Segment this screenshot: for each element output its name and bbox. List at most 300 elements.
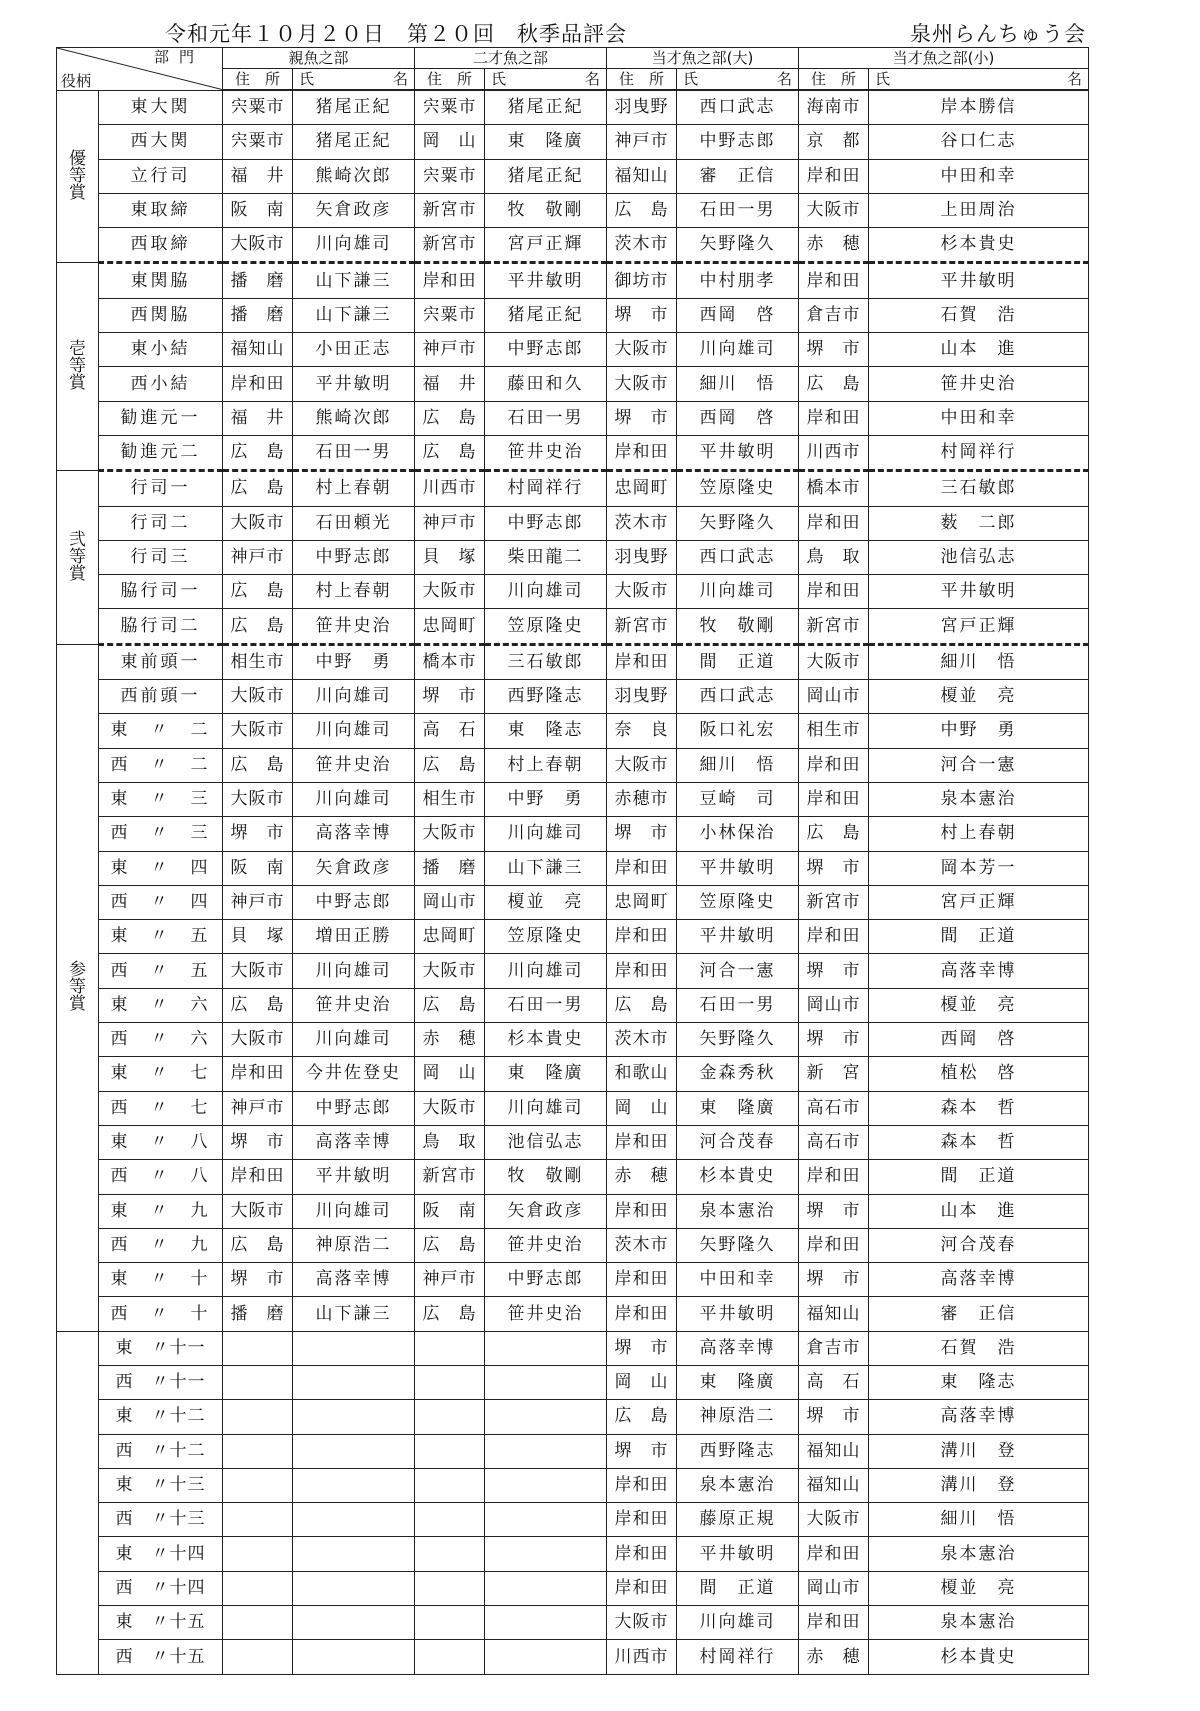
rank-title: 脇行司二: [99, 609, 223, 644]
entrant-name: 東 隆廣: [677, 1091, 799, 1125]
entrant-name: [293, 1400, 415, 1434]
entrant-name: 笹井史治: [293, 748, 415, 782]
entrant-name: 村岡祥行: [485, 471, 607, 506]
rank-title: 東 〃 十: [99, 1263, 223, 1297]
entrant-name: 矢野隆久: [677, 506, 799, 540]
name-subheader-right: 名: [777, 69, 793, 88]
entrant-address: 岸和田: [799, 920, 869, 954]
address-subheader: 住 所: [415, 69, 485, 91]
name-subheader-right: 名: [393, 69, 409, 88]
entrant-name: 川向雄司: [293, 1023, 415, 1057]
entrant-address: 岡 山: [415, 1057, 485, 1091]
result-row: [57, 333, 1089, 367]
entrant-name: 上田周治: [869, 193, 1089, 227]
entrant-name: 笹井史治: [293, 988, 415, 1022]
entrant-address: [415, 1606, 485, 1640]
entrant-name: [485, 1640, 607, 1674]
rank-title: 東小結: [99, 333, 223, 367]
entrant-address: 福 井: [415, 367, 485, 401]
entrant-name: 高落幸博: [869, 1263, 1089, 1297]
rank-title: 西 〃 十: [99, 1297, 223, 1331]
entrant-address: 忠岡町: [415, 920, 485, 954]
entrant-name: 間 正道: [677, 1571, 799, 1605]
entrant-address: 忠岡町: [607, 885, 677, 919]
entrant-address: 海南市: [799, 90, 869, 125]
entrant-address: 堺 市: [799, 1194, 869, 1228]
entrant-address: 岸和田: [799, 263, 869, 298]
entrant-address: 大阪市: [607, 333, 677, 367]
entrant-name: 笠原隆史: [677, 471, 799, 506]
entrant-name: 村上春朝: [293, 471, 415, 506]
award-group-label: [57, 1331, 99, 1674]
document-title: 令和元年１０月２０日 第２０回 秋季品評会: [165, 22, 627, 46]
entrant-address: 岸和田: [607, 1468, 677, 1502]
entrant-address: 福知山: [607, 159, 677, 193]
entrant-address: [415, 1503, 485, 1537]
entrant-address: 大阪市: [223, 714, 293, 748]
result-row: [57, 193, 1089, 227]
entrant-address: 岸和田: [607, 1194, 677, 1228]
entrant-name: 豆崎 司: [677, 782, 799, 816]
entrant-name: 中田和幸: [869, 159, 1089, 193]
entrant-address: 大阪市: [607, 1606, 677, 1640]
entrant-address: 広 島: [415, 748, 485, 782]
entrant-name: 宮戸正輝: [485, 228, 607, 263]
entrant-name: 笠原隆史: [677, 885, 799, 919]
result-row: [57, 228, 1089, 263]
entrant-name: 平井敏明: [677, 920, 799, 954]
name-subheader-left: 氏: [683, 69, 699, 88]
entrant-address: 川西市: [415, 471, 485, 506]
result-row: [57, 1297, 1089, 1331]
result-row: [57, 367, 1089, 401]
entrant-address: 岡 山: [607, 1091, 677, 1125]
entrant-address: 広 島: [415, 1297, 485, 1331]
entrant-name: 矢倉政彦: [293, 193, 415, 227]
entrant-name: 榎並 亮: [869, 680, 1089, 714]
entrant-name: 村上春朝: [869, 817, 1089, 851]
division-header: 親魚之部: [223, 48, 415, 69]
entrant-name: 榎並 亮: [485, 885, 607, 919]
entrant-name: 矢野隆久: [677, 228, 799, 263]
entrant-address: [223, 1537, 293, 1571]
entrant-name: 河合一憲: [677, 954, 799, 988]
entrant-address: 岡山市: [799, 988, 869, 1022]
rank-title: 西 〃 六: [99, 1023, 223, 1057]
entrant-name: 河合茂春: [677, 1125, 799, 1159]
entrant-address: 岸和田: [223, 1057, 293, 1091]
entrant-name: 三石敏郎: [869, 471, 1089, 506]
entrant-address: 神戸市: [223, 1091, 293, 1125]
entrant-address: 堺 市: [799, 333, 869, 367]
result-row: [57, 680, 1089, 714]
result-row: [57, 817, 1089, 851]
award-group-char: 等: [69, 356, 86, 377]
entrant-address: 広 島: [223, 1228, 293, 1262]
name-subheader: [869, 69, 1089, 91]
entrant-address: 岸和田: [607, 435, 677, 470]
entrant-address: 阪 南: [223, 193, 293, 227]
entrant-address: 大阪市: [799, 193, 869, 227]
entrant-name: 笠原隆史: [485, 609, 607, 644]
entrant-address: 相生市: [223, 644, 293, 679]
entrant-name: 平井敏明: [677, 1537, 799, 1571]
entrant-name: 村上春朝: [485, 748, 607, 782]
entrant-address: 高石市: [799, 1125, 869, 1159]
rank-title: 西 〃 三: [99, 817, 223, 851]
organizer-name: 泉州らんちゅう会: [910, 22, 1086, 46]
rank-title: 東 〃 二: [99, 714, 223, 748]
entrant-name: 小田正志: [293, 333, 415, 367]
entrant-name: 中村朋孝: [677, 263, 799, 298]
entrant-name: 川向雄司: [485, 954, 607, 988]
entrant-address: 橋本市: [415, 644, 485, 679]
entrant-address: 大阪市: [223, 954, 293, 988]
entrant-name: 猪尾正紀: [293, 125, 415, 159]
entrant-address: 広 島: [607, 1400, 677, 1434]
entrant-name: 谷口仁志: [869, 125, 1089, 159]
result-row: [57, 714, 1089, 748]
entrant-name: 村岡祥行: [869, 435, 1089, 470]
entrant-name: 間 正道: [869, 1160, 1089, 1194]
entrant-name: [293, 1331, 415, 1365]
entrant-address: 新宮市: [415, 1160, 485, 1194]
entrant-address: 広 島: [223, 471, 293, 506]
entrant-name: 森本 哲: [869, 1125, 1089, 1159]
result-row: [57, 1125, 1089, 1159]
entrant-address: 和歌山: [607, 1057, 677, 1091]
entrant-address: 羽曳野: [607, 540, 677, 574]
rank-title: 西 〃十三: [99, 1503, 223, 1537]
entrant-address: 堺 市: [607, 1331, 677, 1365]
entrant-name: [485, 1434, 607, 1468]
entrant-name: 川向雄司: [293, 954, 415, 988]
entrant-name: [485, 1468, 607, 1502]
result-row: [57, 1365, 1089, 1399]
rank-title: 西 〃十四: [99, 1571, 223, 1605]
entrant-name: 中野志郎: [293, 885, 415, 919]
entrant-address: 宍粟市: [415, 159, 485, 193]
entrant-address: 大阪市: [607, 575, 677, 609]
entrant-address: 神戸市: [223, 885, 293, 919]
entrant-address: [415, 1434, 485, 1468]
entrant-address: 大阪市: [415, 1091, 485, 1125]
entrant-name: 猪尾正紀: [485, 90, 607, 125]
name-subheader-left: 氏: [875, 69, 891, 88]
rank-title: 西大関: [99, 125, 223, 159]
result-row: [57, 435, 1089, 470]
entrant-name: [485, 1537, 607, 1571]
entrant-name: 川向雄司: [293, 680, 415, 714]
entrant-name: 石田一男: [485, 988, 607, 1022]
entrant-name: 泉本憲治: [677, 1468, 799, 1502]
entrant-name: 三石敏郎: [485, 644, 607, 679]
rank-title: 西 〃 九: [99, 1228, 223, 1262]
entrant-address: 新宮市: [415, 228, 485, 263]
rank-title: 脇行司一: [99, 575, 223, 609]
entrant-name: 杉本貴史: [485, 1023, 607, 1057]
entrant-name: 小林保治: [677, 817, 799, 851]
entrant-name: 高落幸博: [293, 817, 415, 851]
entrant-name: 石田一男: [293, 435, 415, 470]
entrant-address: 福知山: [799, 1297, 869, 1331]
award-group-char: 賞: [69, 564, 86, 584]
entrant-name: 池信弘志: [485, 1125, 607, 1159]
entrant-address: 岡 山: [607, 1365, 677, 1399]
result-row: [57, 159, 1089, 193]
rank-title: 東 〃 四: [99, 851, 223, 885]
entrant-name: 山下謙三: [293, 298, 415, 332]
entrant-name: 川向雄司: [677, 1606, 799, 1640]
entrant-address: 堺 市: [799, 851, 869, 885]
entrant-address: 堺 市: [799, 1023, 869, 1057]
entrant-name: 阪口礼宏: [677, 714, 799, 748]
entrant-address: 広 島: [415, 435, 485, 470]
award-group-char: 賞: [69, 182, 86, 203]
entrant-address: 羽曳野: [607, 90, 677, 125]
result-row: [57, 1571, 1089, 1605]
result-row: [57, 540, 1089, 574]
entrant-address: [415, 1365, 485, 1399]
rank-title: 西小結: [99, 367, 223, 401]
entrant-address: 堺 市: [223, 1263, 293, 1297]
entrant-address: 新 宮: [799, 1057, 869, 1091]
entrant-name: 中野志郎: [485, 333, 607, 367]
entrant-address: 京 都: [799, 125, 869, 159]
award-group-char: 弐: [69, 530, 86, 550]
entrant-name: 西岡 啓: [677, 298, 799, 332]
entrant-name: [485, 1606, 607, 1640]
entrant-name: 審 正信: [677, 159, 799, 193]
division-header: 当才魚之部(大): [607, 48, 799, 69]
result-row: [57, 1468, 1089, 1502]
entrant-name: 熊崎次郎: [293, 401, 415, 435]
entrant-name: [485, 1503, 607, 1537]
entrant-name: 笹井史治: [485, 435, 607, 470]
name-subheader: [485, 69, 607, 91]
rank-title: 西前頭一: [99, 680, 223, 714]
entrant-name: 平井敏明: [677, 851, 799, 885]
result-row: [57, 1537, 1089, 1571]
entrant-name: 神原浩二: [293, 1228, 415, 1262]
entrant-address: 神戸市: [607, 125, 677, 159]
entrant-name: 溝川 登: [869, 1468, 1089, 1502]
entrant-address: 岸和田: [799, 1606, 869, 1640]
entrant-address: 岸和田: [799, 1537, 869, 1571]
entrant-name: 西口武志: [677, 90, 799, 125]
entrant-address: [415, 1640, 485, 1674]
entrant-address: 新宮市: [799, 885, 869, 919]
name-subheader-right: 名: [1067, 69, 1083, 88]
entrant-name: [485, 1400, 607, 1434]
entrant-address: 茨木市: [607, 506, 677, 540]
result-row: [57, 1263, 1089, 1297]
entrant-name: 植松 啓: [869, 1057, 1089, 1091]
entrant-name: 東 隆志: [485, 714, 607, 748]
entrant-address: 大阪市: [415, 575, 485, 609]
entrant-address: 岸和田: [607, 851, 677, 885]
entrant-name: 平井敏明: [677, 435, 799, 470]
entrant-name: 高落幸博: [677, 1331, 799, 1365]
entrant-address: 福 井: [223, 401, 293, 435]
entrant-address: 岡山市: [799, 1571, 869, 1605]
entrant-address: 貝 塚: [415, 540, 485, 574]
entrant-name: 山本 進: [869, 1194, 1089, 1228]
entrant-address: 広 島: [799, 367, 869, 401]
entrant-name: 溝川 登: [869, 1434, 1089, 1468]
entrant-address: 相生市: [799, 714, 869, 748]
address-subheader: 住 所: [223, 69, 293, 91]
entrant-address: [415, 1571, 485, 1605]
rank-title: 西 〃 八: [99, 1160, 223, 1194]
entrant-address: 岸和田: [607, 1571, 677, 1605]
entrant-name: 川向雄司: [485, 817, 607, 851]
entrant-name: 笹井史治: [293, 609, 415, 644]
entrant-address: 広 島: [223, 988, 293, 1022]
entrant-address: 広 島: [799, 817, 869, 851]
entrant-address: 高 石: [415, 714, 485, 748]
entrant-address: 茨木市: [607, 1228, 677, 1262]
award-group-char: 賞: [69, 373, 86, 394]
result-row: [57, 748, 1089, 782]
entrant-address: 福知山: [799, 1468, 869, 1502]
award-group-char: 等: [69, 977, 86, 998]
entrant-address: 大阪市: [223, 228, 293, 263]
entrant-address: 大阪市: [415, 817, 485, 851]
rank-title: 西 〃 七: [99, 1091, 223, 1125]
entrant-address: 堺 市: [415, 680, 485, 714]
entrant-name: 河合一憲: [869, 748, 1089, 782]
entrant-name: 森本 哲: [869, 1091, 1089, 1125]
name-subheader: [677, 69, 799, 91]
rank-title: 東 〃十一: [99, 1331, 223, 1365]
result-row: [57, 988, 1089, 1022]
entrant-address: 大阪市: [415, 954, 485, 988]
award-group-char: 等: [69, 547, 86, 567]
rank-title: 西取締: [99, 228, 223, 263]
entrant-name: 熊崎次郎: [293, 159, 415, 193]
award-group-char: 等: [69, 165, 86, 186]
entrant-name: 笠原隆史: [485, 920, 607, 954]
entrant-name: 泉本憲治: [677, 1194, 799, 1228]
rank-title: 東 〃 八: [99, 1125, 223, 1159]
entrant-address: 倉吉市: [799, 1331, 869, 1365]
entrant-name: 平井敏明: [869, 263, 1089, 298]
entrant-name: [293, 1365, 415, 1399]
entrant-name: [293, 1503, 415, 1537]
entrant-name: 細川 悟: [869, 644, 1089, 679]
entrant-name: [293, 1468, 415, 1502]
result-row: [57, 920, 1089, 954]
rank-title: 西 〃十二: [99, 1434, 223, 1468]
entrant-address: 倉吉市: [799, 298, 869, 332]
entrant-address: [415, 1331, 485, 1365]
entrant-name: [293, 1606, 415, 1640]
name-subheader: [293, 69, 415, 91]
entrant-name: 西口武志: [677, 540, 799, 574]
entrant-address: 岸和田: [799, 575, 869, 609]
entrant-address: 鳥 取: [415, 1125, 485, 1159]
entrant-address: 忠岡町: [415, 609, 485, 644]
entrant-address: [223, 1468, 293, 1502]
entrant-address: 川西市: [799, 435, 869, 470]
rank-title: 行司一: [99, 471, 223, 506]
entrant-name: 細川 悟: [677, 748, 799, 782]
entrant-name: [293, 1434, 415, 1468]
rank-title: 行司二: [99, 506, 223, 540]
entrant-name: 藤田和久: [485, 367, 607, 401]
entrant-address: 広 島: [415, 401, 485, 435]
entrant-name: 今井佐登史: [293, 1057, 415, 1091]
entrant-name: 石田頼光: [293, 506, 415, 540]
rank-title: 西関脇: [99, 298, 223, 332]
entrant-name: 藤原正規: [677, 1503, 799, 1537]
entrant-name: 矢倉政彦: [293, 851, 415, 885]
entrant-address: 神戸市: [415, 333, 485, 367]
entrant-address: 宍粟市: [223, 90, 293, 125]
award-group-char: 優: [69, 148, 86, 169]
entrant-name: 中野 勇: [293, 644, 415, 679]
result-row: [57, 1160, 1089, 1194]
rank-title: 西 〃十五: [99, 1640, 223, 1674]
entrant-name: 高落幸博: [869, 1400, 1089, 1434]
result-row: [57, 575, 1089, 609]
entrant-name: 平井敏明: [293, 1160, 415, 1194]
rank-title: 立行司: [99, 159, 223, 193]
results-table: [56, 47, 1089, 1675]
entrant-address: 赤 穂: [799, 1640, 869, 1674]
entrant-name: 池信弘志: [869, 540, 1089, 574]
result-row: [57, 1503, 1089, 1537]
entrant-address: 播 磨: [223, 298, 293, 332]
entrant-name: 高落幸博: [293, 1263, 415, 1297]
name-subheader-left: 氏: [491, 69, 507, 88]
entrant-name: 笹井史治: [485, 1228, 607, 1262]
entrant-address: [223, 1640, 293, 1674]
entrant-name: 山下謙三: [485, 851, 607, 885]
award-group-char: 参: [69, 960, 86, 981]
entrant-address: 岸和田: [799, 782, 869, 816]
entrant-address: 広 島: [223, 435, 293, 470]
rank-title: 西 〃 五: [99, 954, 223, 988]
entrant-address: 岸和田: [415, 263, 485, 298]
entrant-name: 村上春朝: [293, 575, 415, 609]
entrant-name: 笹井史治: [485, 1297, 607, 1331]
entrant-name: 平井敏明: [293, 367, 415, 401]
entrant-address: 貝 塚: [223, 920, 293, 954]
entrant-address: 宍粟市: [415, 298, 485, 332]
entrant-address: 岸和田: [607, 1537, 677, 1571]
entrant-name: 平井敏明: [485, 263, 607, 298]
entrant-name: 中野志郎: [485, 1263, 607, 1297]
result-row: [57, 644, 1089, 679]
entrant-name: 西岡 啓: [677, 401, 799, 435]
corner-label-yakugara: 役柄: [61, 71, 92, 90]
result-row: [57, 90, 1089, 125]
entrant-name: 川向雄司: [293, 1194, 415, 1228]
entrant-name: 石田一男: [485, 401, 607, 435]
entrant-name: 間 正道: [677, 644, 799, 679]
entrant-address: 御坊市: [607, 263, 677, 298]
document-header: [0, 18, 1200, 48]
entrant-address: 堺 市: [799, 1400, 869, 1434]
entrant-address: 鳥 取: [799, 540, 869, 574]
entrant-address: 福知山: [223, 333, 293, 367]
entrant-address: 橋本市: [799, 471, 869, 506]
result-row: [57, 1194, 1089, 1228]
entrant-address: 岸和田: [223, 1160, 293, 1194]
entrant-address: 広 島: [607, 193, 677, 227]
